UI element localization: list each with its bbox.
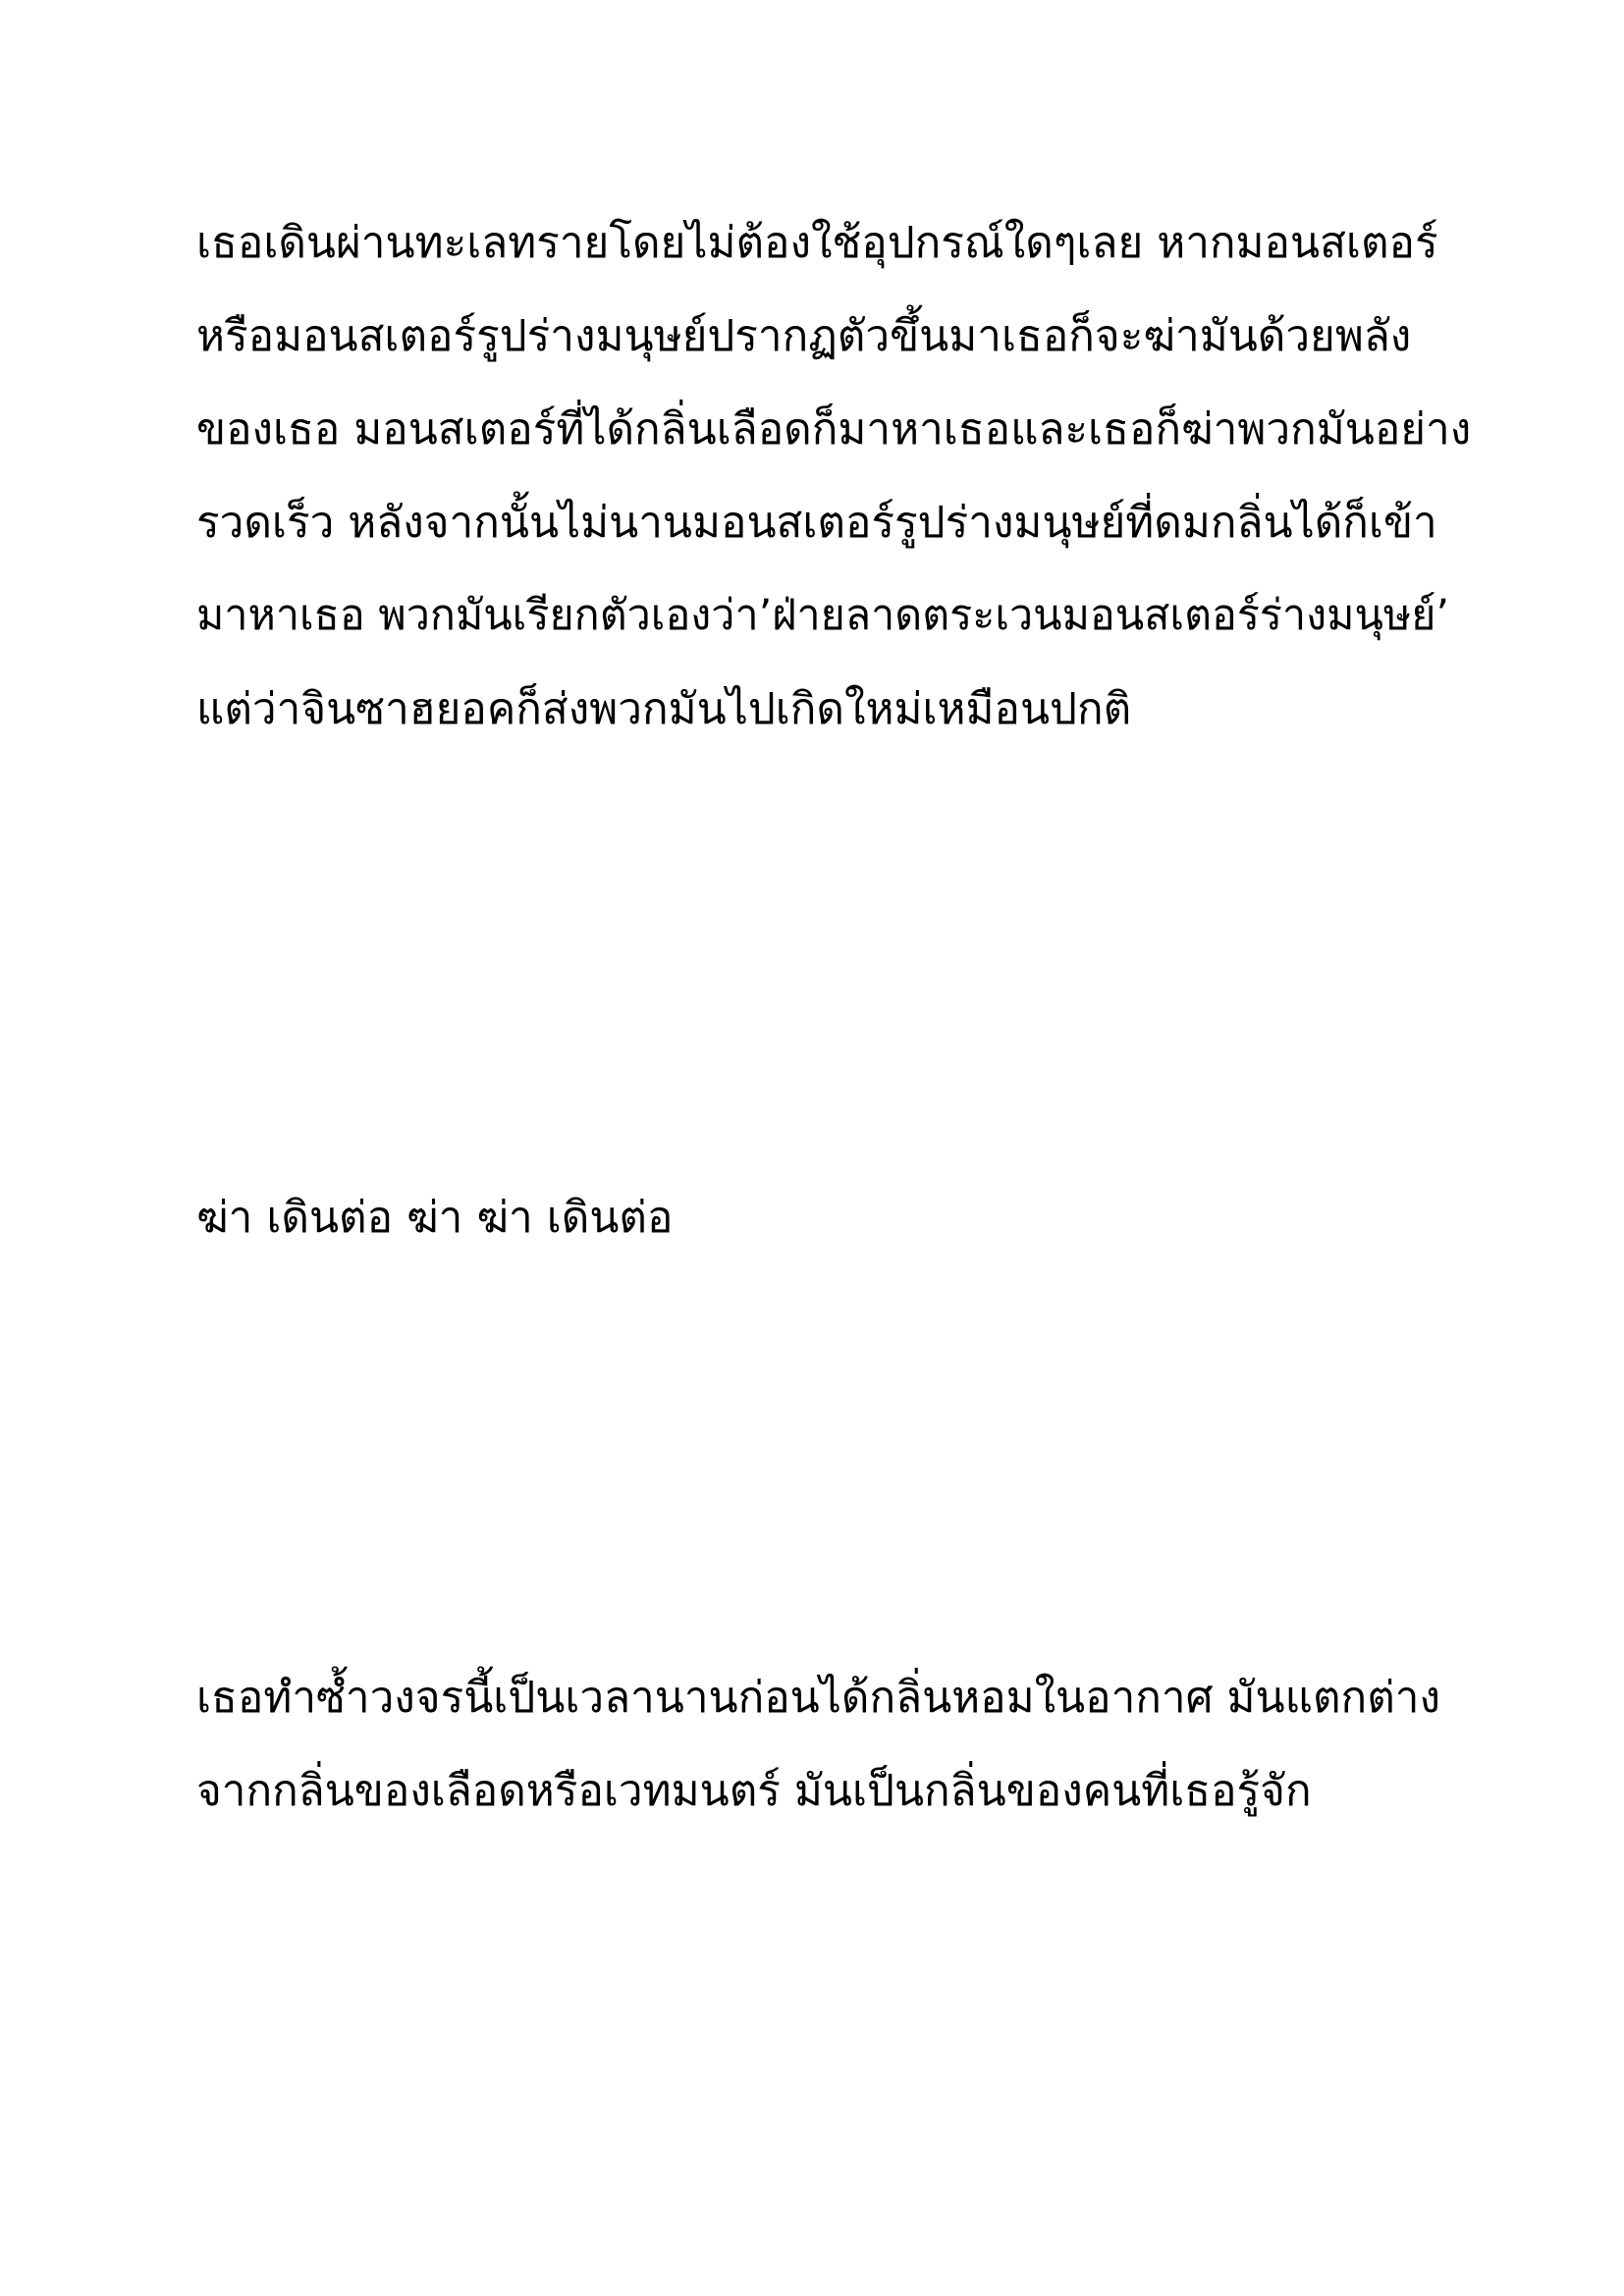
paragraph-line: เธอเดินผ่านทะเลทรายโดยไม่ต้องใช้อุปกรณ์ใดๆเลย หากมอนสเตอร์ <box>196 218 1438 268</box>
paragraph-1 <box>196 196 1473 756</box>
paragraph-line: มาหาเธอ พวกมันเรียกตัวเองว่า’ฝ่ายลาดตระเวนมอนสเตอร์ร่างมนุษย์’ <box>196 591 1450 640</box>
paragraph-line: แต่ว่าจินซาฮยอคก็ส่งพวกมันไปเกิดใหม่เหมือนปกติ <box>196 684 1132 734</box>
paragraph-3 <box>196 1651 1473 1838</box>
paragraph-line: รวดเร็ว หลังจากนั้นไม่นานมอนสเตอร์รูปร่างมนุษย์ที่ดมกลิ่นได้ก็เข้า <box>196 498 1437 548</box>
paragraph-line: เธอทำซ้ำวงจรนี้เป็นเวลานานก่อนได้กลิ่นหอมในอากาศ มันแตกต่าง <box>196 1673 1440 1723</box>
paragraph-line: ฆ่า เดินต่อ ฆ่า ฆ่า เดินต่อ <box>196 1193 674 1243</box>
paragraph-line: ของเธอ มอนสเตอร์ที่ได้กลิ่นเลือดก็มาหาเธอและเธอก็ฆ่าพวกมันอย่าง <box>196 404 1472 454</box>
paragraph-line: จากกลิ่นของเลือดหรือเวทมนตร์ มันเป็นกลิ่นของคนที่เธอรู้จัก <box>196 1766 1312 1816</box>
paragraph-line: หรือมอนสเตอร์รูปร่างมนุษย์ปรากฏตัวขึ้นมาเธอก็จะฆ่ามันด้วยพลัง <box>196 311 1412 361</box>
paragraph-2 <box>196 1171 1473 1264</box>
